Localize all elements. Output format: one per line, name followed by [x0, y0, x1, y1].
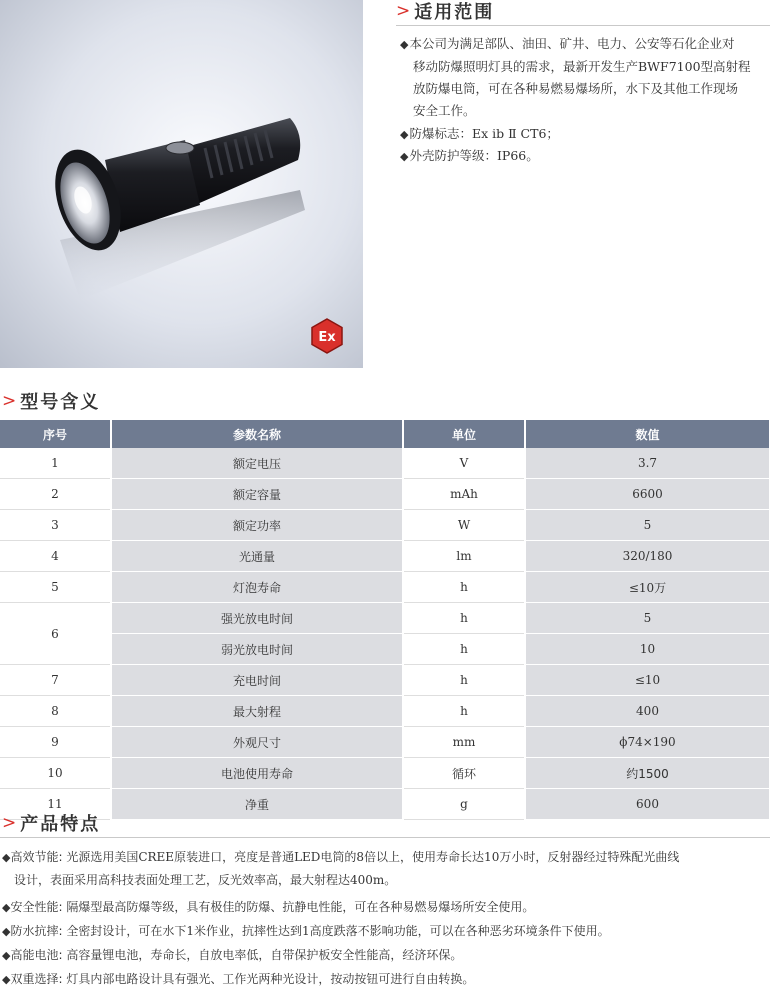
table-row: 8 最大射程 h 400: [0, 696, 770, 727]
col-header-value: 数值: [525, 420, 770, 448]
chevron-right-icon: >: [396, 1, 411, 21]
feature-item: ◆安全性能: 隔爆型最高防爆等级，具有极佳的防爆、抗静电性能，可在各种易燃易爆场所安全使用。: [2, 900, 535, 914]
scope-bullet-1: ◆本公司为满足部队、油田、矿井、电力、公安等石化企业对 移动防爆照明灯具的需求，最新开发生产BWF7100型高射程 放防爆电筒，可在各种易燃易爆场所，水下及其他工作现场 安全工作。: [400, 36, 751, 118]
divider: [396, 25, 770, 26]
table-row: 3 额定功率 W 5: [0, 510, 770, 541]
spec-table: [0, 420, 770, 820]
features-heading: > 产品特点: [2, 813, 101, 835]
feature-item: ◆防水抗摔: 全密封设计，可在水下1米作业，抗摔性达到1高度跌落不影响功能，可以在各种恶劣环境条件下使用。: [2, 924, 610, 938]
product-photo: [0, 0, 363, 368]
col-header-name: 参数名称: [111, 420, 403, 448]
table-row: 11 净重 g 600: [0, 789, 770, 820]
col-header-no: 序号: [0, 420, 111, 448]
table-row: 4 光通量 lm 320/180: [0, 541, 770, 572]
table-row: 7 充电时间 h ≤10: [0, 665, 770, 696]
table-row: 弱光放电时间 h 10: [0, 634, 770, 665]
model-heading: > 型号含义: [2, 391, 101, 413]
scope-bullet-3: ◆外壳防护等级：IP66。: [400, 148, 539, 163]
table-row: 5 灯泡寿命 h ≤10万: [0, 572, 770, 603]
flashlight-image: [0, 0, 363, 368]
chevron-right-icon: >: [2, 813, 17, 833]
table-row: 10 电池使用寿命 循环 约1500: [0, 758, 770, 789]
chevron-right-icon: >: [2, 391, 17, 411]
feature-item: ◆高效节能: 光源选用美国CREE原装进口，亮度是普通LED电筒的8倍以上，使用寿命长达10万小时，反射器经过特殊配光曲线 设计，表面采用高科技表面处理工艺，反光效率高，最大射程达400m。: [2, 850, 680, 887]
table-row: 1 额定电压 V 3.7: [0, 448, 770, 479]
table-row: 6 强光放电时间 h 5: [0, 603, 770, 634]
feature-item: ◆高能电池: 高容量锂电池，寿命长，自放电率低，自带保护板安全性能高，经济环保。: [2, 948, 463, 962]
table-row: 2 额定容量 mAh 6600: [0, 479, 770, 510]
scope-heading: > 适用范围: [396, 1, 495, 23]
table-row: 9 外观尺寸 mm ϕ74×190: [0, 727, 770, 758]
feature-item: ◆双重选择: 灯具内部电路设计具有强光、工作光两种光设计，按动按钮可进行自由转换。: [2, 972, 475, 986]
ex-badge-icon: [309, 318, 345, 354]
scope-bullet-2: ◆防爆标志：Ex ib Ⅱ CT6；: [400, 126, 559, 141]
divider: [0, 837, 770, 838]
col-header-unit: 单位: [403, 420, 525, 448]
table-header-row: [0, 420, 770, 448]
svg-text:Ex: Ex: [318, 330, 336, 345]
